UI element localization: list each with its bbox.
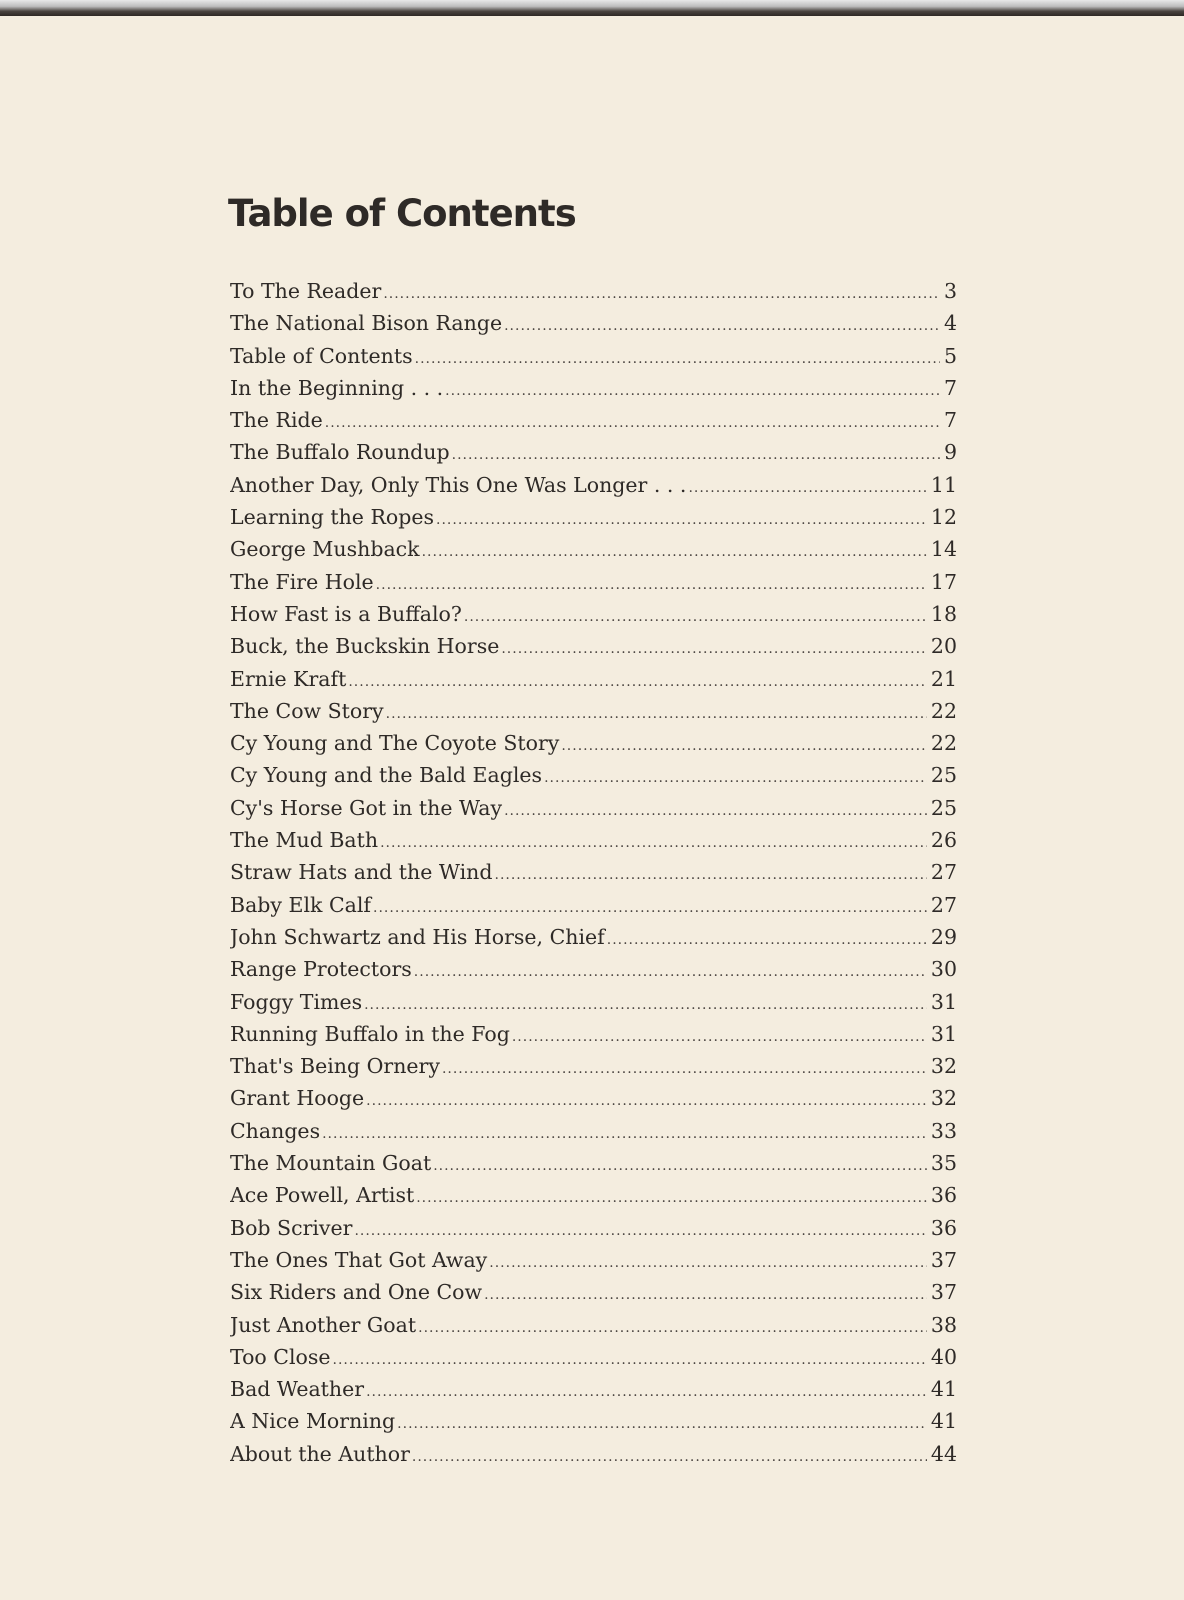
toc-entry-page: 31 [930,989,957,1014]
dot-leader [504,318,940,334]
toc-entry [230,1183,957,1215]
dot-leader [422,544,927,560]
toc-entry-page: 41 [930,1377,957,1402]
toc-entry-title: John Schwartz and His Horse, Chief [230,924,605,949]
toc-entry [230,763,957,795]
toc-entry-page: 26 [930,828,957,853]
toc-entry-title: Ernie Kraft [230,666,347,691]
toc-entry [230,1022,957,1054]
toc-entry-title: Cy's Horse Got in the Way [230,795,503,820]
toc-entry-title: In the Beginning . . . [230,375,444,400]
toc-entry [230,1442,957,1474]
dot-leader [442,1061,927,1077]
dot-leader [416,1190,927,1206]
toc-entry [230,1313,957,1345]
toc-entry [230,1086,957,1118]
dot-leader [386,706,927,722]
toc-entry-page: 12 [930,505,957,530]
toc-entry-title: The Ones That Got Away [230,1247,488,1272]
toc-entry-title: The Buffalo Roundup [230,440,450,465]
toc-entry [230,828,957,860]
dot-leader [433,1158,927,1174]
toc-entry-title: Changes [230,1118,321,1143]
toc-entry-page: 25 [930,795,957,820]
toc-entry-title: The National Bison Range [230,311,503,336]
dot-leader [366,1093,927,1109]
toc-entry-page: 5 [943,343,957,368]
toc-entry-title: The Mountain Goat [230,1151,432,1176]
dot-leader [412,1449,927,1465]
toc-entry [230,376,957,408]
toc-entry [230,634,957,666]
toc-entry-title: The Mud Bath [230,828,379,853]
toc-entry-page: 36 [930,1215,957,1240]
dot-leader [436,512,927,528]
toc-entry [230,311,957,343]
dot-leader [333,1352,927,1368]
toc-entry-title: Foggy Times [230,989,363,1014]
toc-entry-page: 29 [930,924,957,949]
toc-entry-page: 14 [930,537,957,562]
toc-entry-title: That's Being Ornery [230,1054,440,1079]
dot-leader [366,1384,927,1400]
toc-entry [230,473,957,505]
dot-leader [376,577,927,593]
toc-entry-title: About the Author [230,1441,410,1466]
toc-entry-title: Cy Young and The Coyote Story [230,731,560,756]
toc-entry-title: George Mushback [230,537,420,562]
toc-entry-page: 9 [943,440,957,465]
toc-entry-page: 32 [930,1086,957,1111]
toc-entry-title: The Ride [230,408,323,433]
toc-entry-title: Learning the Ropes [230,505,435,530]
toc-entry-page: 27 [930,892,957,917]
toc-entry-title: Grant Hooge [230,1086,365,1111]
toc-entry [230,990,957,1022]
toc-entry [230,408,957,440]
toc-entry-title: Another Day, Only This One Was Longer . . . [230,472,687,497]
toc-entry [230,957,957,989]
toc-entry-page: 7 [943,408,957,433]
toc-entry-title: Buck, the Buckskin Horse [230,634,500,659]
toc-entry [230,860,957,892]
toc-entry-page: 33 [930,1118,957,1143]
toc-entry-title: To The Reader [230,279,382,303]
toc-entry [230,699,957,731]
dot-leader [354,1223,926,1239]
dot-leader [415,351,940,367]
toc-entry [230,1280,957,1312]
toc-entry-page: 32 [930,1054,957,1079]
dot-leader [464,609,927,625]
dot-leader [452,447,940,463]
toc-entry-title: Baby Elk Calf [230,892,372,917]
toc-entry [230,796,957,828]
toc-entry-title: Running Buffalo in the Fog [230,1021,510,1046]
toc-entry [230,667,957,699]
toc-entry-title: Table of Contents [230,343,413,368]
toc-entry-page: 3 [943,279,957,303]
toc-entry-title: How Fast is a Buffalo? [230,601,462,626]
toc-entry [230,1248,957,1280]
toc-entry [230,570,957,602]
toc-entry-page: 38 [930,1312,957,1337]
toc-entry-page: 7 [943,375,957,400]
toc-entry [230,1377,957,1409]
dot-leader [418,1320,927,1336]
dot-leader [495,867,927,883]
dot-leader [484,1287,927,1303]
toc-entry [230,537,957,569]
dot-leader [445,383,940,399]
dot-leader [501,641,927,657]
dot-leader [544,770,927,786]
toc-entry-page: 22 [930,698,957,723]
toc-entry-title: Ace Powell, Artist [230,1183,415,1208]
dot-leader [397,1416,927,1432]
toc-entry-page: 27 [930,860,957,885]
toc-entry-page: 44 [930,1441,957,1466]
toc-entry-title: The Cow Story [230,698,384,723]
toc-entry-page: 31 [930,1021,957,1046]
toc-entry-title: Just Another Goat [230,1312,417,1337]
scan-edge-shadow [0,0,1184,16]
toc-entry-title: Range Protectors [230,957,412,982]
dot-leader [364,997,927,1013]
toc-entry [230,893,957,925]
dot-leader [489,1255,927,1271]
toc-entry-title: Bob Scriver [230,1215,353,1240]
toc-entry-page: 11 [930,472,957,497]
toc-entry-page: 37 [930,1247,957,1272]
dot-leader [373,900,927,916]
toc-entry [230,1151,957,1183]
toc-entry [230,731,957,763]
toc-entry-page: 41 [930,1409,957,1434]
dot-leader [325,415,940,431]
toc-entry-page: 35 [930,1151,957,1176]
dot-leader [414,964,927,980]
toc-entry [230,1345,957,1377]
dot-leader [688,480,926,496]
dot-leader [322,1126,927,1142]
toc-entry-title: The Fire Hole [230,569,374,594]
toc-entry-page: 18 [930,601,957,626]
dot-leader [561,738,927,754]
toc-entry-title: Straw Hats and the Wind [230,860,493,885]
toc-entry-page: 30 [930,957,957,982]
toc-entry-page: 17 [930,569,957,594]
toc-entry [230,1409,957,1441]
dot-leader [348,674,927,690]
toc-entry [230,440,957,472]
toc-entry [230,344,957,376]
toc-entry-page: 22 [930,731,957,756]
table-of-contents-list [230,279,957,1474]
toc-entry-page: 40 [930,1344,957,1369]
toc-entry [230,1119,957,1151]
toc-entry [230,1216,957,1248]
dot-leader [383,286,940,302]
toc-entry [230,602,957,634]
page-title: Table of Contents [228,192,576,235]
toc-entry-title: Cy Young and the Bald Eagles [230,763,543,788]
toc-entry-page: 20 [930,634,957,659]
toc-entry [230,279,957,311]
toc-entry-title: A Nice Morning [230,1409,396,1434]
toc-entry [230,1054,957,1086]
dot-leader [512,1029,927,1045]
toc-entry-page: 37 [930,1280,957,1305]
toc-entry-page: 4 [943,311,957,336]
dot-leader [380,835,927,851]
toc-entry-page: 21 [930,666,957,691]
toc-entry-title: Six Riders and One Cow [230,1280,483,1305]
toc-entry [230,925,957,957]
dot-leader [607,932,927,948]
toc-entry-page: 36 [930,1183,957,1208]
dot-leader [504,803,927,819]
toc-entry [230,505,957,537]
toc-entry-title: Bad Weather [230,1377,365,1402]
toc-entry-page: 25 [930,763,957,788]
toc-entry-title: Too Close [230,1344,331,1369]
